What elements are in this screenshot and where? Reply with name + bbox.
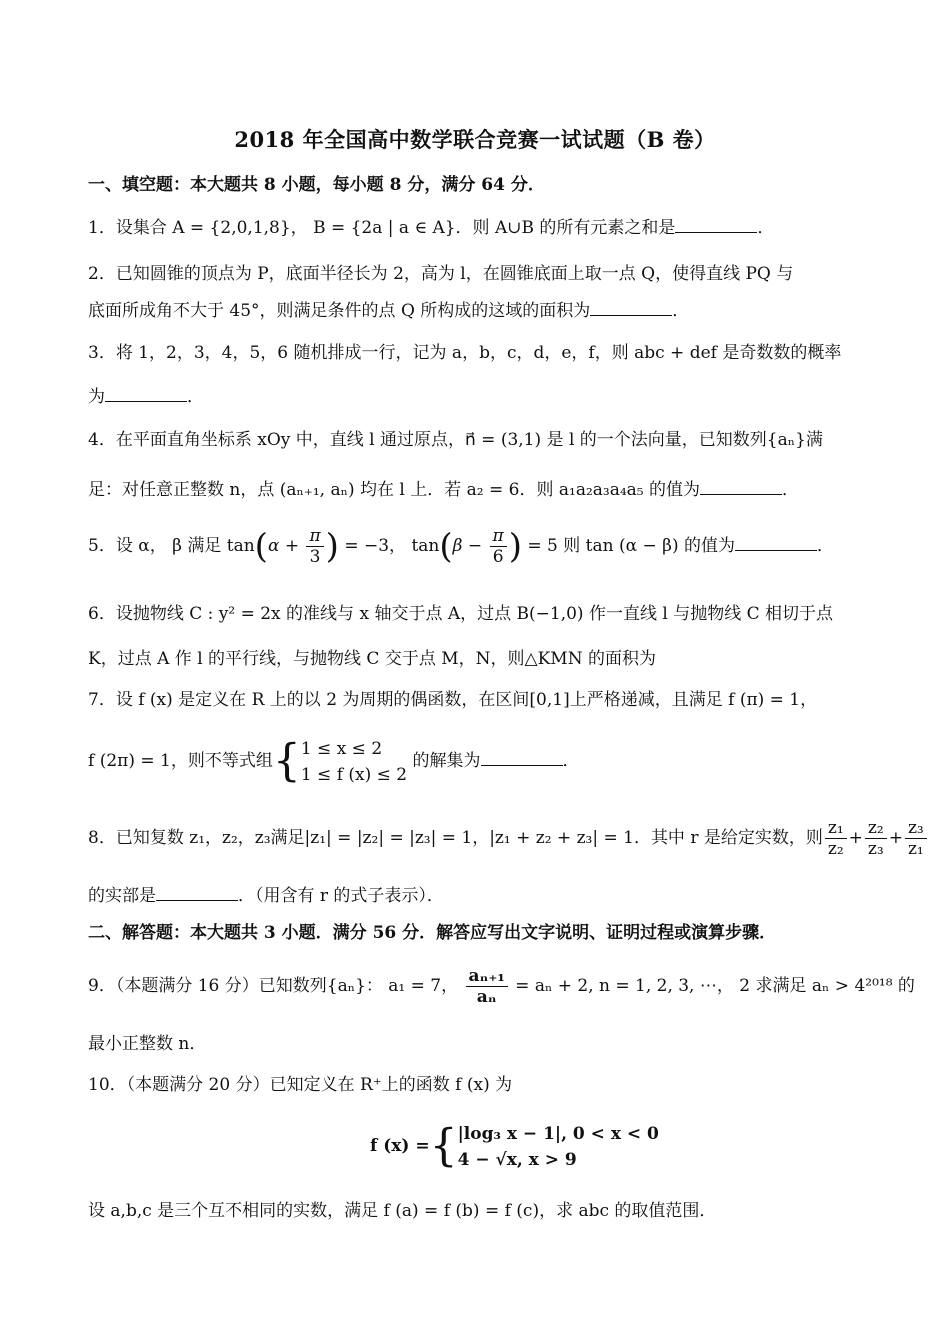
question-number: 10．	[88, 1075, 127, 1095]
answer-blank	[156, 883, 238, 901]
question-number: 7．	[88, 690, 116, 710]
fraction-pi-over-3: $\frac{\pi}{3}$	[306, 526, 323, 567]
piecewise-brace: {	[429, 1120, 458, 1172]
question-number: 2．	[88, 264, 116, 284]
fraction-z3-over-z1: $\frac{\text{z₃}}{\text{z₁}}$	[905, 818, 927, 859]
question-text: 已知圆锥的顶点为 P，底面半径长为 2，高为 l，在圆锥底面上取一点 Q，使得直线 PQ 与	[115, 264, 794, 284]
question-text: 在平面直角坐标系 xOy 中，直线 l 通过原点，n⃗ = (3,1) 是 l 的一个法向量，已知数列{aₙ}满	[115, 430, 823, 450]
question-2-line-2: 底面所成角不大于 45°，则满足条件的点 Q 所构成的这域的面积为 ．	[88, 298, 689, 323]
question-1: 1．设集合 A = {2,0,1,8}， B = {2a | a ∈ A}．则 A∪B 的所有元素之和是 ．	[88, 215, 774, 240]
answer-blank	[675, 215, 757, 233]
question-6-line-1	[88, 602, 833, 626]
fraction-pi-over-6: $\frac{\pi}{6}$	[490, 526, 507, 567]
question-text: （本题满分 20 分）已知定义在 R⁺上的函数 f (x) 为	[126, 1075, 513, 1095]
question-6-line-2: K，过点 A 作 l 的平行线，与抛物线 C 交于点 M，N，则△KMN 的面积为	[88, 649, 656, 669]
question-4-line-1	[88, 428, 823, 452]
question-text: 设抛物线 C : y² = 2x 的准线与 x 轴交于点 A，过点 B(−1,0) 作一直线 l 与抛物线 C 相切于点	[115, 604, 834, 624]
piecewise-cases: |log₃ x − 1|, 0 < x < 0 4 − √x, x > 9	[457, 1123, 659, 1170]
question-number: 4．	[88, 430, 116, 450]
fraction-z1-over-z2: $\frac{\text{z₁}}{\text{z₂}}$	[825, 818, 847, 859]
answer-blank	[700, 477, 782, 495]
fraction-z2-over-z3: $\frac{\text{z₂}}{\text{z₃}}$	[865, 818, 887, 859]
question-number: 3．	[88, 343, 116, 363]
answer-blank	[590, 298, 672, 316]
question-8-line-1: 8．已知复数 z₁，z₂，z₃满足|z₁| = |z₂| = |z₃| = 1，|z₁ + z₂ + z₃| = 1．其中 r 是给定实数，则 $\frac{\text{z₁}}{\text{z₂}}$ + $\frac{\text{z₂}}{\text{z₃}}$ + $\frac{\text{z₃}}{\text{z₁}}$	[88, 816, 929, 860]
question-9-line-1: 9．（本题满分 16 分）已知数列{aₙ}： a₁ = 7， $\frac{\text{aₙ₊₁}}{\text{aₙ}}$ = aₙ + 2, n = 1, 2, 3, ⋯， 2 求满足 aₙ > 4²⁰¹⁸ 的	[88, 966, 915, 1007]
fraction-recurrence: $\frac{\text{aₙ₊₁}}{\text{aₙ}}$	[466, 966, 508, 1007]
question-number: 8．	[88, 828, 116, 848]
section-heading-answer: 二、解答题：本大题共 3 小题．满分 56 分．解答应写出文字说明、证明过程或演算步骤．	[88, 923, 777, 943]
question-7-line-2: f (2π) = 1，则不等式组{ 1 ≤ x ≤ 2 1 ≤ f (x) ≤ 2 的解集为 ．	[88, 735, 580, 787]
question-5: 5．设 α， β 满足 tan(α + $\frac{\pi}{3}$ ) = −3， tan(β − $\frac{\pi}{6}$ ) = 5 则 tan (α − β) 的值为 ．	[88, 526, 835, 567]
answer-blank	[735, 533, 817, 551]
question-10-line-1	[88, 1073, 512, 1097]
question-7-line-1	[88, 688, 817, 712]
inequality-system: 1 ≤ x ≤ 2 1 ≤ f (x) ≤ 2	[300, 738, 408, 785]
question-9-line-2: 最小正整数 n．	[88, 1034, 207, 1054]
question-8-line-2: 的实部是 ．（用含有 r 的式子表示）．	[88, 883, 444, 908]
question-text: 设 f (x) 是定义在 R 上的以 2 为周期的偶函数，在区间[0,1]上严格递减，且满足 f (π) = 1，	[115, 690, 818, 710]
section-heading-fill-in: 一、填空题：本大题共 8 小题，每小题 8 分，满分 64 分．	[88, 175, 545, 195]
question-3-line-2: 为 ．	[88, 384, 204, 409]
question-number: 1．	[88, 218, 116, 238]
question-3-line-1	[88, 341, 841, 365]
question-4-line-2: 足：对任意正整数 n，点 (aₙ₊₁, aₙ) 均在 l 上．若 a₂ = 6．则 a₁a₂a₃a₄a₅ 的值为 ．	[88, 477, 799, 502]
system-brace: {	[272, 735, 301, 787]
answer-blank	[105, 384, 187, 402]
question-2-line-1	[88, 262, 793, 286]
question-10-line-2: 设 a,b,c 是三个互不相同的实数，满足 f (a) = f (b) = f (c)，求 abc 的取值范围．	[88, 1201, 717, 1221]
question-text: 将 1，2，3，4，5，6 随机排成一行，记为 a，b，c，d，e，f，则 abc + def 是奇数数的概率	[115, 343, 842, 363]
page-title: 2018 年全国高中数学联合竞赛一试试题（B 卷）	[234, 127, 716, 152]
answer-blank	[481, 748, 563, 766]
question-text: 设集合 A = {2,0,1,8}， B = {2a | a ∈ A}．则 A∪B 的所有元素之和是	[115, 218, 676, 238]
piecewise-function: f (x) ={ |log₃ x − 1|, 0 < x < 0 4 − √x, x > 9	[370, 1120, 659, 1172]
question-number: 9．	[88, 976, 116, 996]
question-number: 5．	[88, 536, 116, 556]
question-number: 6．	[88, 604, 116, 624]
